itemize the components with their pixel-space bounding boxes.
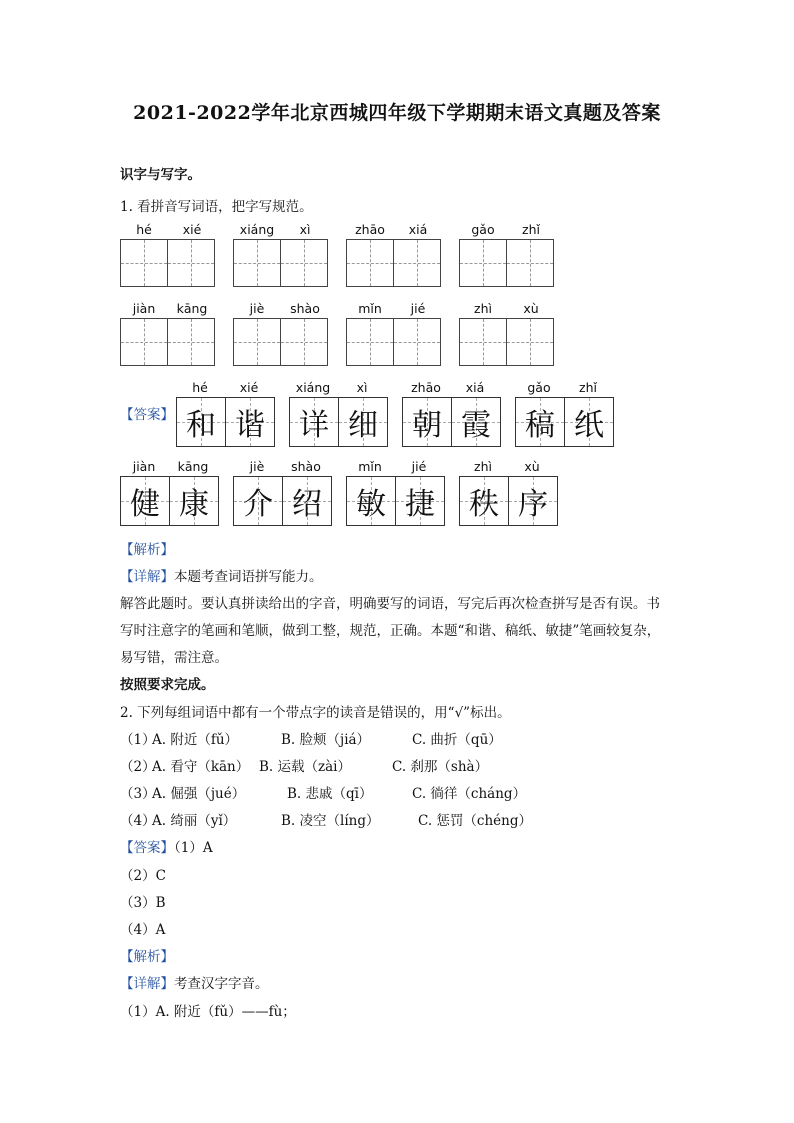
answer-character: 细 bbox=[348, 408, 378, 443]
pinyin-label: kāng bbox=[177, 459, 209, 474]
answer-box-pair bbox=[459, 476, 558, 526]
answer-box-pair bbox=[515, 397, 614, 447]
q2-answer-2: （2）C bbox=[120, 868, 166, 884]
writing-box[interactable] bbox=[167, 318, 215, 366]
q2-item-number: （2） bbox=[120, 759, 156, 775]
detail-text: 考查汉字字音。 bbox=[174, 976, 269, 992]
q2-item-number: （4） bbox=[120, 813, 156, 829]
analysis-tag-2: 【解析】 bbox=[120, 949, 174, 965]
pinyin-label: jiàn bbox=[132, 459, 156, 474]
pinyin-label: zhāo bbox=[355, 222, 385, 237]
answer-tag: 【答案】 bbox=[120, 840, 174, 856]
pinyin-label: xù bbox=[523, 301, 539, 316]
question-1-prompt: 1. 看拼音写词语，把字写规范。 bbox=[120, 199, 313, 215]
q2-option-b: B. 运载（zài） bbox=[259, 759, 351, 775]
answer-character: 绍 bbox=[292, 487, 322, 522]
writing-box[interactable] bbox=[120, 239, 168, 287]
answer-char-box bbox=[120, 476, 170, 526]
detail-tag: 【详解】 bbox=[120, 976, 174, 992]
pinyin-label: jiè bbox=[249, 459, 265, 474]
pinyin-label: gǎo bbox=[527, 380, 551, 395]
writing-box[interactable] bbox=[506, 239, 554, 287]
answer-box-pair bbox=[289, 397, 388, 447]
writing-box-pair bbox=[120, 239, 215, 287]
pinyin-label: zhì bbox=[474, 301, 492, 316]
q2-option-b: B. 悲戚（qī） bbox=[287, 786, 373, 802]
q2-item-3 bbox=[120, 782, 527, 802]
writing-box[interactable] bbox=[393, 239, 441, 287]
answer-char-box bbox=[346, 476, 396, 526]
pinyin-label: xiáng bbox=[239, 222, 275, 237]
pinyin-label: shào bbox=[290, 301, 320, 316]
q2-item-1 bbox=[120, 728, 502, 748]
writing-box-pair bbox=[346, 239, 441, 287]
answer-character: 霞 bbox=[461, 408, 491, 443]
section-heading-tasks: 按照要求完成。 bbox=[120, 677, 215, 693]
answer-character: 详 bbox=[299, 408, 329, 443]
detail-text: 本题考查词语拼写能力。 bbox=[174, 569, 323, 585]
pinyin-label: shào bbox=[291, 459, 321, 474]
answer-character: 康 bbox=[179, 487, 209, 522]
pinyin-label: xiáng bbox=[295, 380, 331, 395]
writing-box-pair bbox=[233, 239, 328, 287]
answer-char-box bbox=[451, 397, 501, 447]
answer-character: 稿 bbox=[525, 408, 555, 443]
pinyin-label: xié bbox=[182, 222, 202, 237]
writing-box[interactable] bbox=[120, 318, 168, 366]
answer-char-box bbox=[233, 476, 283, 526]
writing-box-pair bbox=[459, 239, 554, 287]
pinyin-label: xiá bbox=[408, 222, 428, 237]
pinyin-label: zhǐ bbox=[522, 222, 540, 237]
pinyin-label: mǐn bbox=[358, 459, 382, 474]
explain-line-2: 写时注意字的笔画和笔顺，做到工整，规范，正确。本题“和谐、稿纸、敏捷”笔画较复杂， bbox=[120, 623, 661, 639]
answer-tag: 【答案】 bbox=[120, 407, 174, 423]
pinyin-label: kāng bbox=[176, 301, 208, 316]
pinyin-label: zhì bbox=[474, 459, 492, 474]
detail-line-2 bbox=[120, 972, 269, 992]
answer-box-pair bbox=[233, 476, 332, 526]
answer-character: 纸 bbox=[574, 408, 604, 443]
q2-option-a: A. 附近（fǔ） bbox=[152, 732, 239, 748]
pinyin-label: xiá bbox=[465, 380, 485, 395]
pinyin-label: jiàn bbox=[132, 301, 156, 316]
pinyin-label: xù bbox=[524, 459, 540, 474]
answer-char-box bbox=[402, 397, 452, 447]
q2-option-b: B. 凌空（líng） bbox=[281, 813, 380, 829]
answer-char-box bbox=[169, 476, 219, 526]
answer-char-box bbox=[459, 476, 509, 526]
pinyin-label: xì bbox=[356, 380, 368, 395]
detail-line bbox=[120, 565, 323, 585]
detail-tag: 【详解】 bbox=[120, 569, 174, 585]
q2-option-c: C. 徜徉（cháng） bbox=[412, 786, 527, 802]
writing-box[interactable] bbox=[346, 239, 394, 287]
q2-answer-3: （3）B bbox=[120, 895, 166, 911]
answer-character: 序 bbox=[518, 487, 548, 522]
question-2-prompt: 2. 下列每组词语中都有一个带点字的读音是错误的，用“√”标出。 bbox=[120, 705, 511, 721]
answer-character: 介 bbox=[243, 487, 273, 522]
q2-item-4 bbox=[120, 809, 533, 829]
q2-item-2 bbox=[120, 755, 489, 775]
pinyin-label: hé bbox=[192, 380, 208, 395]
writing-box[interactable] bbox=[233, 239, 281, 287]
page-title: 2021-2022学年北京西城四年级下学期期末语文真题及答案 bbox=[133, 102, 661, 124]
pinyin-label: jié bbox=[410, 301, 426, 316]
answer-box-pair bbox=[346, 476, 445, 526]
section-heading-literacy: 识字与写字。 bbox=[120, 167, 201, 183]
answer-box-pair bbox=[176, 397, 275, 447]
q2-item-number: （1） bbox=[120, 732, 156, 748]
writing-box[interactable] bbox=[346, 318, 394, 366]
answer-box-pair bbox=[402, 397, 501, 447]
writing-box[interactable] bbox=[167, 239, 215, 287]
analysis-tag: 【解析】 bbox=[120, 542, 174, 558]
pinyin-label: xì bbox=[299, 222, 311, 237]
writing-box[interactable] bbox=[459, 318, 507, 366]
pinyin-label: gǎo bbox=[471, 222, 495, 237]
q2-option-a: A. 看守（kān） bbox=[152, 759, 250, 775]
answer-character: 敏 bbox=[356, 487, 386, 522]
answer-character: 和 bbox=[186, 408, 216, 443]
writing-box-pair bbox=[459, 318, 554, 366]
answer-char-box bbox=[282, 476, 332, 526]
answer-character: 谐 bbox=[235, 408, 265, 443]
pinyin-label: zhāo bbox=[411, 380, 441, 395]
pinyin-label: xié bbox=[239, 380, 259, 395]
answer-char-box bbox=[289, 397, 339, 447]
q2-answer-line bbox=[120, 836, 213, 856]
q2-option-a: A. 倔强（jué） bbox=[152, 786, 246, 802]
q2-item-number: （3） bbox=[120, 786, 156, 802]
explain-line-3: 易写错，需注意。 bbox=[120, 650, 228, 666]
pinyin-label: jiè bbox=[249, 301, 265, 316]
pinyin-label: jié bbox=[411, 459, 427, 474]
answer-character: 捷 bbox=[405, 487, 435, 522]
q2-option-a: A. 绮丽（yǐ） bbox=[152, 813, 237, 829]
writing-box[interactable] bbox=[506, 318, 554, 366]
q2-option-c: C. 惩罚（chéng） bbox=[418, 813, 533, 829]
writing-box[interactable] bbox=[280, 239, 328, 287]
writing-box[interactable] bbox=[280, 318, 328, 366]
q2-answer-1: （1）A bbox=[174, 840, 213, 856]
answer-char-box bbox=[564, 397, 614, 447]
q2-explain-line: （1）A. 附近（fǔ）——fù； bbox=[120, 1004, 296, 1020]
writing-box-pair bbox=[233, 318, 328, 366]
writing-box-pair bbox=[346, 318, 441, 366]
answer-char-box bbox=[338, 397, 388, 447]
q2-option-c: C. 曲折（qū） bbox=[412, 732, 502, 748]
pinyin-label: mǐn bbox=[358, 301, 382, 316]
pinyin-label: hé bbox=[136, 222, 152, 237]
answer-char-box bbox=[225, 397, 275, 447]
writing-box[interactable] bbox=[233, 318, 281, 366]
q2-option-b: B. 脸颊（jiá） bbox=[281, 732, 371, 748]
pinyin-label: zhǐ bbox=[579, 380, 597, 395]
writing-box[interactable] bbox=[459, 239, 507, 287]
writing-box[interactable] bbox=[393, 318, 441, 366]
answer-character: 秩 bbox=[469, 487, 499, 522]
answer-char-box bbox=[395, 476, 445, 526]
answer-char-box bbox=[515, 397, 565, 447]
q2-answer-4: （4）A bbox=[120, 922, 166, 938]
writing-box-pair bbox=[120, 318, 215, 366]
answer-char-box bbox=[508, 476, 558, 526]
answer-box-pair bbox=[120, 476, 219, 526]
answer-char-box bbox=[176, 397, 226, 447]
answer-character: 健 bbox=[130, 487, 160, 522]
q2-option-c: C. 刹那（shà） bbox=[392, 759, 489, 775]
answer-character: 朝 bbox=[412, 408, 442, 443]
explain-line-1: 解答此题时。要认真拼读给出的字音，明确要写的词语，写完后再次检查拼写是否有误。书 bbox=[120, 596, 660, 612]
